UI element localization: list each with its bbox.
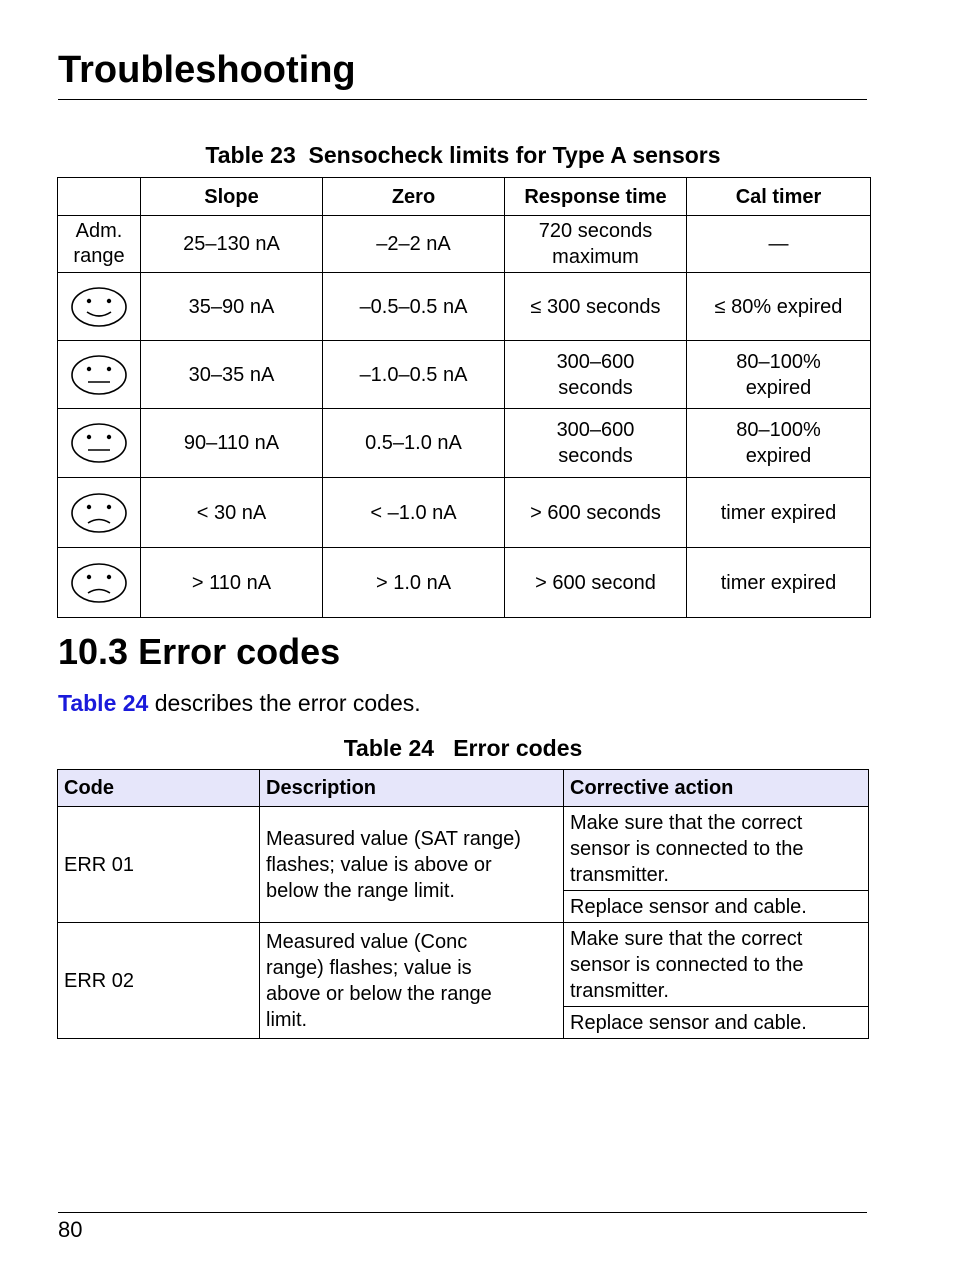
cell-line: expired <box>745 376 812 399</box>
slope-cell: 25–130 nA <box>141 216 323 273</box>
page-title: Troubleshooting <box>58 49 356 91</box>
cell-line: range) flashes; value is <box>266 956 472 979</box>
zero-cell: < –1.0 nA <box>323 478 505 548</box>
slope-cell: > 110 nA <box>141 548 323 618</box>
response-time-cell: ≤ 300 seconds <box>505 273 687 341</box>
cell-line: above or below the range <box>266 982 492 1005</box>
cell-line: 80–100% <box>736 419 821 441</box>
cell-line: seconds <box>558 376 633 399</box>
row-label-line: range <box>73 245 125 267</box>
cell-line: below the range limit. <box>266 879 455 902</box>
column-header-description: Description <box>260 770 564 807</box>
corrective-action-cell: Replace sensor and cable. <box>564 1007 869 1039</box>
cal-timer-cell: — <box>687 216 871 273</box>
response-time-cell <box>505 341 687 409</box>
slope-cell: 30–35 nA <box>141 341 323 409</box>
cell-line: 80–100% <box>736 350 821 373</box>
status-icon-cell <box>58 478 141 548</box>
column-header-cal-timer: Cal timer <box>687 178 871 216</box>
section-title: 10.3 Error codes <box>58 631 341 672</box>
cell-line: sensor is connected to the <box>570 837 804 860</box>
table-row <box>58 216 871 273</box>
slope-cell: < 30 nA <box>141 478 323 548</box>
column-header-blank <box>58 178 141 216</box>
column-header-slope: Slope <box>141 178 323 216</box>
zero-cell: > 1.0 nA <box>323 548 505 618</box>
cell-line: Measured value (SAT range) <box>266 827 521 850</box>
footer-divider <box>58 1212 867 1213</box>
cal-timer-cell <box>687 341 871 409</box>
table-row <box>58 923 869 1007</box>
intro-text: describes the error codes. <box>148 690 421 716</box>
cell-line: seconds <box>558 445 633 467</box>
sad-face-icon <box>70 492 128 534</box>
error-code-cell: ERR 01 <box>58 807 260 923</box>
page-number: 80 <box>58 1217 83 1242</box>
column-header-corrective-action: Corrective action <box>564 770 869 807</box>
zero-cell: –0.5–0.5 nA <box>323 273 505 341</box>
error-description-cell <box>260 923 564 1039</box>
table24-caption: Table 24 Error codes <box>343 735 583 761</box>
cell-line: Make sure that the correct <box>570 811 803 834</box>
cell-line: 720 seconds <box>538 220 653 242</box>
response-time-cell <box>505 409 687 478</box>
cell-line: transmitter. <box>570 979 669 1002</box>
corrective-action-cell <box>564 923 869 1007</box>
row-label-line: Adm. <box>75 220 123 242</box>
column-header-response-time: Response time <box>505 178 687 216</box>
table-row <box>58 807 869 891</box>
table-header-row <box>58 178 871 216</box>
zero-cell: 0.5–1.0 nA <box>323 409 505 478</box>
cell-line: 300–600 <box>556 419 635 441</box>
zero-cell: –2–2 nA <box>323 216 505 273</box>
section-intro <box>58 688 421 718</box>
cell-line: Measured value (Conc <box>266 930 468 953</box>
status-icon-cell <box>58 548 141 618</box>
title-divider <box>58 99 867 100</box>
table24-link[interactable]: Table 24 <box>58 690 149 716</box>
row-label-adm-range <box>58 216 141 273</box>
error-description-cell <box>260 807 564 923</box>
column-header-zero: Zero <box>323 178 505 216</box>
neutral-face-icon <box>70 422 128 464</box>
corrective-action-cell: Replace sensor and cable. <box>564 891 869 923</box>
table-row <box>58 273 871 341</box>
table-header-row <box>58 770 869 807</box>
status-icon-cell <box>58 409 141 478</box>
cell-line: flashes; value is above or <box>266 853 492 876</box>
error-code-cell: ERR 02 <box>58 923 260 1039</box>
neutral-face-icon <box>70 354 128 396</box>
table-row <box>58 478 871 548</box>
cal-timer-cell: timer expired <box>687 548 871 618</box>
cal-timer-cell: timer expired <box>687 478 871 548</box>
cell-line: expired <box>745 445 812 467</box>
sad-face-icon <box>70 562 128 604</box>
cell-line: Make sure that the correct <box>570 927 803 950</box>
happy-face-icon <box>70 286 128 328</box>
cell-line: limit. <box>266 1008 308 1031</box>
cal-timer-cell <box>687 409 871 478</box>
cell-line: maximum <box>552 246 639 268</box>
cell-line: 300–600 <box>556 350 635 373</box>
zero-cell: –1.0–0.5 nA <box>323 341 505 409</box>
cal-timer-cell: ≤ 80% expired <box>687 273 871 341</box>
slope-cell: 35–90 nA <box>141 273 323 341</box>
cell-line: sensor is connected to the <box>570 953 804 976</box>
table-row <box>58 341 871 409</box>
table-row <box>58 548 871 618</box>
column-header-code: Code <box>58 770 260 807</box>
status-icon-cell <box>58 273 141 341</box>
cell-line: transmitter. <box>570 863 669 886</box>
sensocheck-limits-table <box>57 177 871 618</box>
slope-cell: 90–110 nA <box>141 409 323 478</box>
error-codes-table <box>57 769 869 1039</box>
response-time-cell <box>505 216 687 273</box>
corrective-action-cell <box>564 807 869 891</box>
response-time-cell: > 600 seconds <box>505 478 687 548</box>
table-row <box>58 409 871 478</box>
status-icon-cell <box>58 341 141 409</box>
response-time-cell: > 600 second <box>505 548 687 618</box>
table23-caption: Table 23 Sensocheck limits for Type A sensors <box>205 142 721 168</box>
